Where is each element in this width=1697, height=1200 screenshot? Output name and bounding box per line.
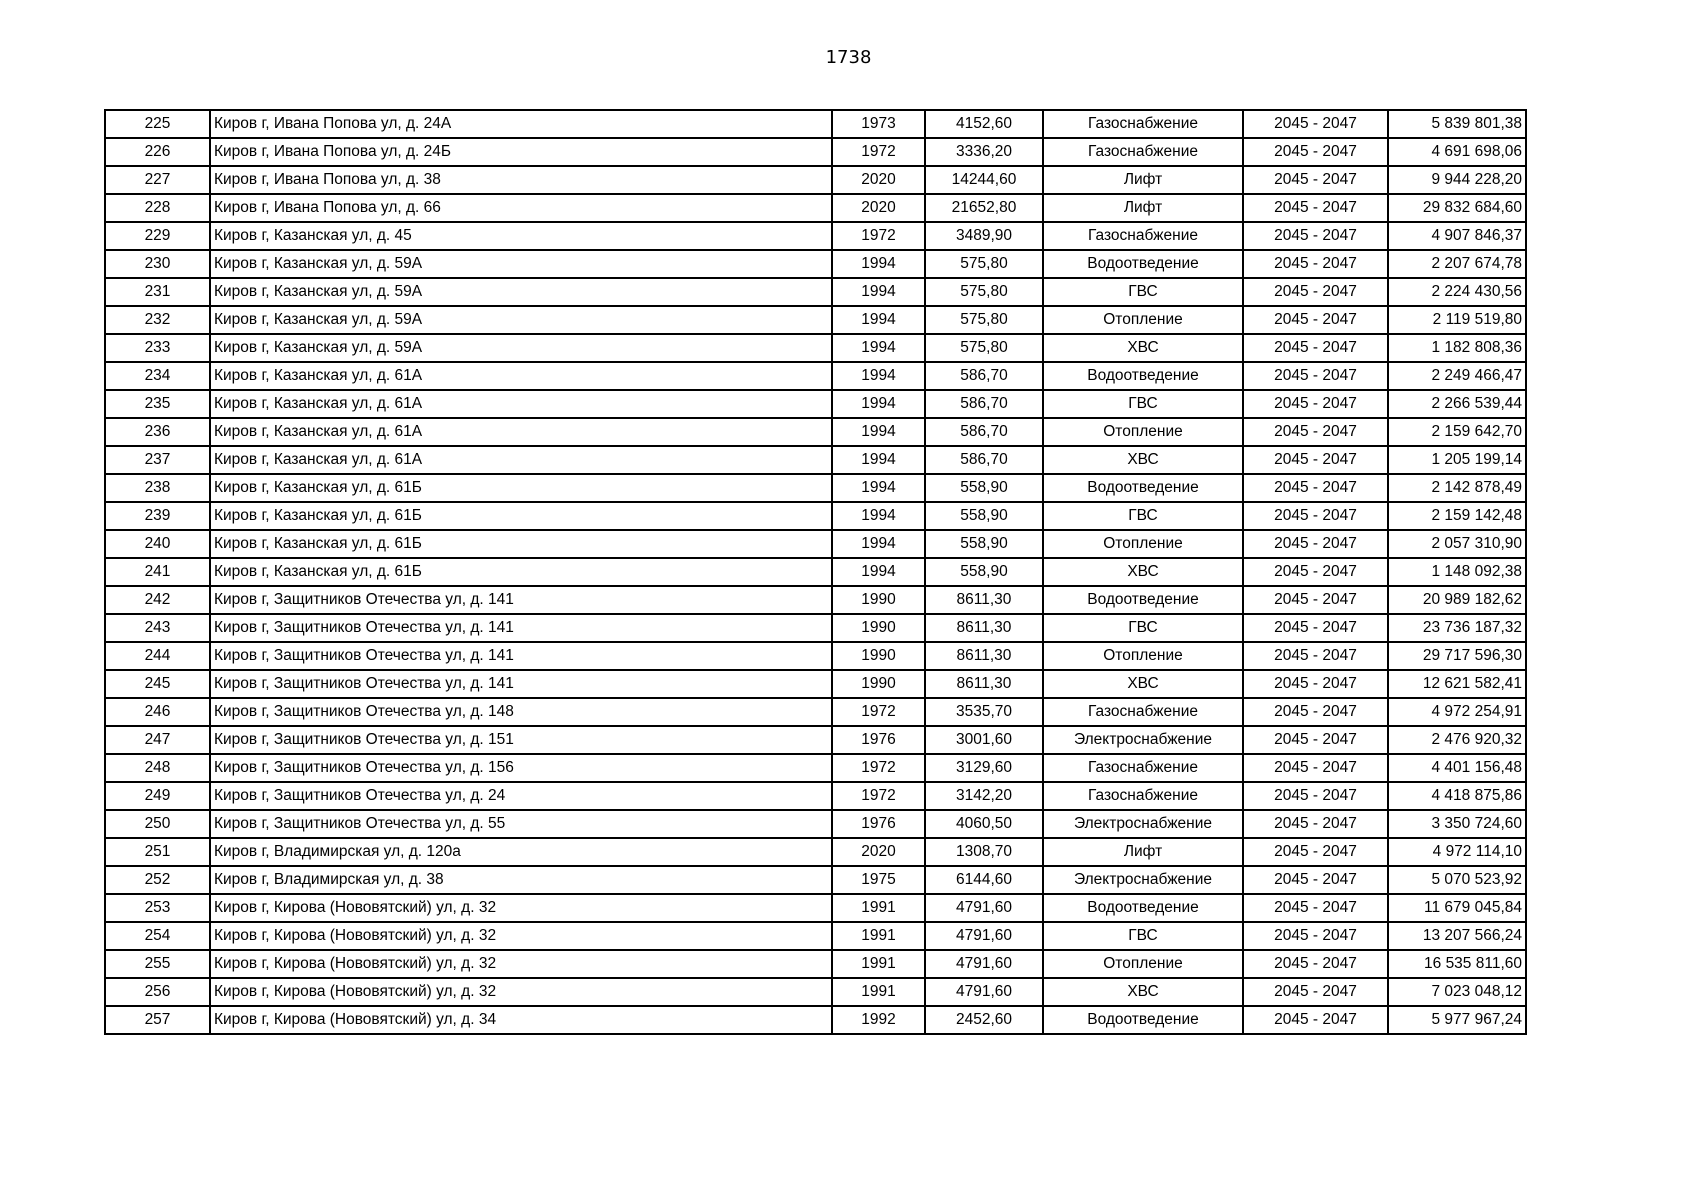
year-built-cell: 1972 xyxy=(832,138,925,166)
work-type-cell: Газоснабжение xyxy=(1043,782,1243,810)
cost-cell: 2 159 642,70 xyxy=(1388,418,1526,446)
table-row xyxy=(105,1006,1526,1034)
year-built-cell: 1991 xyxy=(832,922,925,950)
row-number: 243 xyxy=(105,614,210,642)
table-row xyxy=(105,530,1526,558)
work-type-cell: Водоотведение xyxy=(1043,250,1243,278)
work-type-cell: Электроснабжение xyxy=(1043,726,1243,754)
area-cell: 586,70 xyxy=(925,390,1043,418)
period-cell: 2045 - 2047 xyxy=(1243,418,1388,446)
table-row xyxy=(105,978,1526,1006)
year-built-cell: 2020 xyxy=(832,194,925,222)
address-cell: Киров г, Казанская ул, д. 61А xyxy=(210,390,832,418)
cost-cell: 5 977 967,24 xyxy=(1388,1006,1526,1034)
cost-cell: 16 535 811,60 xyxy=(1388,950,1526,978)
row-number: 232 xyxy=(105,306,210,334)
cost-cell: 5 839 801,38 xyxy=(1388,110,1526,138)
cost-cell: 4 972 254,91 xyxy=(1388,698,1526,726)
period-cell: 2045 - 2047 xyxy=(1243,642,1388,670)
table-row xyxy=(105,446,1526,474)
row-number: 233 xyxy=(105,334,210,362)
table-row xyxy=(105,894,1526,922)
table-row xyxy=(105,866,1526,894)
cost-cell: 4 401 156,48 xyxy=(1388,754,1526,782)
address-cell: Киров г, Владимирская ул, д. 38 xyxy=(210,866,832,894)
row-number: 249 xyxy=(105,782,210,810)
table-row xyxy=(105,810,1526,838)
cost-cell: 1 182 808,36 xyxy=(1388,334,1526,362)
row-number: 236 xyxy=(105,418,210,446)
work-type-cell: ГВС xyxy=(1043,614,1243,642)
row-number: 247 xyxy=(105,726,210,754)
year-built-cell: 1991 xyxy=(832,950,925,978)
area-cell: 6144,60 xyxy=(925,866,1043,894)
work-type-cell: Водоотведение xyxy=(1043,1006,1243,1034)
table-row xyxy=(105,586,1526,614)
work-type-cell: ГВС xyxy=(1043,502,1243,530)
period-cell: 2045 - 2047 xyxy=(1243,586,1388,614)
area-cell: 8611,30 xyxy=(925,614,1043,642)
cost-cell: 2 142 878,49 xyxy=(1388,474,1526,502)
period-cell: 2045 - 2047 xyxy=(1243,110,1388,138)
cost-cell: 2 119 519,80 xyxy=(1388,306,1526,334)
table-row xyxy=(105,614,1526,642)
work-type-cell: ХВС xyxy=(1043,558,1243,586)
year-built-cell: 1972 xyxy=(832,782,925,810)
row-number: 242 xyxy=(105,586,210,614)
row-number: 250 xyxy=(105,810,210,838)
address-cell: Киров г, Казанская ул, д. 59А xyxy=(210,250,832,278)
page-number: 1738 xyxy=(825,47,872,68)
year-built-cell: 1994 xyxy=(832,250,925,278)
row-number: 239 xyxy=(105,502,210,530)
row-number: 245 xyxy=(105,670,210,698)
cost-cell: 7 023 048,12 xyxy=(1388,978,1526,1006)
period-cell: 2045 - 2047 xyxy=(1243,866,1388,894)
address-cell: Киров г, Ивана Попова ул, д. 24Б xyxy=(210,138,832,166)
year-built-cell: 1994 xyxy=(832,418,925,446)
area-cell: 8611,30 xyxy=(925,642,1043,670)
address-cell: Киров г, Защитников Отечества ул, д. 141 xyxy=(210,614,832,642)
work-type-cell: Электроснабжение xyxy=(1043,810,1243,838)
year-built-cell: 1990 xyxy=(832,670,925,698)
work-type-cell: Отопление xyxy=(1043,418,1243,446)
row-number: 257 xyxy=(105,1006,210,1034)
year-built-cell: 1990 xyxy=(832,614,925,642)
period-cell: 2045 - 2047 xyxy=(1243,474,1388,502)
year-built-cell: 1994 xyxy=(832,446,925,474)
work-type-cell: ХВС xyxy=(1043,446,1243,474)
work-type-cell: Газоснабжение xyxy=(1043,698,1243,726)
work-type-cell: Газоснабжение xyxy=(1043,138,1243,166)
row-number: 248 xyxy=(105,754,210,782)
address-cell: Киров г, Защитников Отечества ул, д. 55 xyxy=(210,810,832,838)
cost-cell: 20 989 182,62 xyxy=(1388,586,1526,614)
address-cell: Киров г, Казанская ул, д. 45 xyxy=(210,222,832,250)
area-cell: 14244,60 xyxy=(925,166,1043,194)
address-cell: Киров г, Казанская ул, д. 61А xyxy=(210,446,832,474)
period-cell: 2045 - 2047 xyxy=(1243,194,1388,222)
cost-cell: 11 679 045,84 xyxy=(1388,894,1526,922)
year-built-cell: 1972 xyxy=(832,754,925,782)
table-row xyxy=(105,194,1526,222)
address-cell: Киров г, Казанская ул, д. 61А xyxy=(210,418,832,446)
period-cell: 2045 - 2047 xyxy=(1243,222,1388,250)
cost-cell: 13 207 566,24 xyxy=(1388,922,1526,950)
address-cell: Киров г, Защитников Отечества ул, д. 156 xyxy=(210,754,832,782)
row-number: 254 xyxy=(105,922,210,950)
year-built-cell: 1994 xyxy=(832,474,925,502)
period-cell: 2045 - 2047 xyxy=(1243,306,1388,334)
period-cell: 2045 - 2047 xyxy=(1243,978,1388,1006)
area-cell: 8611,30 xyxy=(925,670,1043,698)
year-built-cell: 1994 xyxy=(832,502,925,530)
area-cell: 21652,80 xyxy=(925,194,1043,222)
area-cell: 586,70 xyxy=(925,418,1043,446)
year-built-cell: 1972 xyxy=(832,222,925,250)
area-cell: 586,70 xyxy=(925,446,1043,474)
address-cell: Киров г, Ивана Попова ул, д. 38 xyxy=(210,166,832,194)
period-cell: 2045 - 2047 xyxy=(1243,558,1388,586)
year-built-cell: 1991 xyxy=(832,894,925,922)
period-cell: 2045 - 2047 xyxy=(1243,278,1388,306)
work-type-cell: Газоснабжение xyxy=(1043,222,1243,250)
row-number: 230 xyxy=(105,250,210,278)
row-number: 241 xyxy=(105,558,210,586)
work-type-cell: Водоотведение xyxy=(1043,894,1243,922)
cost-cell: 3 350 724,60 xyxy=(1388,810,1526,838)
table-row xyxy=(105,278,1526,306)
address-cell: Киров г, Казанская ул, д. 59А xyxy=(210,278,832,306)
table-row xyxy=(105,110,1526,138)
period-cell: 2045 - 2047 xyxy=(1243,1006,1388,1034)
table-row xyxy=(105,838,1526,866)
cost-cell: 9 944 228,20 xyxy=(1388,166,1526,194)
address-cell: Киров г, Кирова (Нововятский) ул, д. 34 xyxy=(210,1006,832,1034)
period-cell: 2045 - 2047 xyxy=(1243,446,1388,474)
year-built-cell: 1991 xyxy=(832,978,925,1006)
cost-cell: 4 691 698,06 xyxy=(1388,138,1526,166)
period-cell: 2045 - 2047 xyxy=(1243,502,1388,530)
address-cell: Киров г, Защитников Отечества ул, д. 141 xyxy=(210,586,832,614)
table-row xyxy=(105,726,1526,754)
address-cell: Киров г, Кирова (Нововятский) ул, д. 32 xyxy=(210,978,832,1006)
row-number: 234 xyxy=(105,362,210,390)
area-cell: 3535,70 xyxy=(925,698,1043,726)
period-cell: 2045 - 2047 xyxy=(1243,782,1388,810)
work-type-cell: Отопление xyxy=(1043,950,1243,978)
row-number: 227 xyxy=(105,166,210,194)
year-built-cell: 1973 xyxy=(832,110,925,138)
year-built-cell: 1976 xyxy=(832,726,925,754)
row-number: 229 xyxy=(105,222,210,250)
table-row xyxy=(105,670,1526,698)
address-cell: Киров г, Защитников Отечества ул, д. 141 xyxy=(210,670,832,698)
table-row xyxy=(105,222,1526,250)
area-cell: 4791,60 xyxy=(925,978,1043,1006)
address-cell: Киров г, Казанская ул, д. 61Б xyxy=(210,558,832,586)
area-cell: 3489,90 xyxy=(925,222,1043,250)
work-type-cell: ХВС xyxy=(1043,978,1243,1006)
area-cell: 558,90 xyxy=(925,502,1043,530)
period-cell: 2045 - 2047 xyxy=(1243,810,1388,838)
address-cell: Киров г, Казанская ул, д. 59А xyxy=(210,306,832,334)
period-cell: 2045 - 2047 xyxy=(1243,698,1388,726)
address-cell: Киров г, Казанская ул, д. 61Б xyxy=(210,530,832,558)
table-row xyxy=(105,334,1526,362)
year-built-cell: 1994 xyxy=(832,530,925,558)
cost-cell: 2 266 539,44 xyxy=(1388,390,1526,418)
work-type-cell: ХВС xyxy=(1043,334,1243,362)
address-cell: Киров г, Защитников Отечества ул, д. 151 xyxy=(210,726,832,754)
address-cell: Киров г, Ивана Попова ул, д. 66 xyxy=(210,194,832,222)
address-cell: Киров г, Кирова (Нововятский) ул, д. 32 xyxy=(210,950,832,978)
area-cell: 3129,60 xyxy=(925,754,1043,782)
row-number: 252 xyxy=(105,866,210,894)
table-row xyxy=(105,362,1526,390)
row-number: 253 xyxy=(105,894,210,922)
address-cell: Киров г, Защитников Отечества ул, д. 24 xyxy=(210,782,832,810)
area-cell: 586,70 xyxy=(925,362,1043,390)
table-row xyxy=(105,922,1526,950)
work-type-cell: Лифт xyxy=(1043,166,1243,194)
address-cell: Киров г, Казанская ул, д. 61Б xyxy=(210,474,832,502)
table-row xyxy=(105,698,1526,726)
year-built-cell: 1976 xyxy=(832,810,925,838)
period-cell: 2045 - 2047 xyxy=(1243,334,1388,362)
year-built-cell: 1990 xyxy=(832,642,925,670)
work-type-cell: Лифт xyxy=(1043,838,1243,866)
table-row xyxy=(105,502,1526,530)
work-type-cell: Отопление xyxy=(1043,530,1243,558)
table-row xyxy=(105,474,1526,502)
cost-cell: 1 148 092,38 xyxy=(1388,558,1526,586)
work-type-cell: Отопление xyxy=(1043,306,1243,334)
address-cell: Киров г, Защитников Отечества ул, д. 141 xyxy=(210,642,832,670)
year-built-cell: 1994 xyxy=(832,362,925,390)
period-cell: 2045 - 2047 xyxy=(1243,390,1388,418)
cost-cell: 2 476 920,32 xyxy=(1388,726,1526,754)
area-cell: 4060,50 xyxy=(925,810,1043,838)
row-number: 251 xyxy=(105,838,210,866)
period-cell: 2045 - 2047 xyxy=(1243,614,1388,642)
address-cell: Киров г, Кирова (Нововятский) ул, д. 32 xyxy=(210,894,832,922)
table-row xyxy=(105,754,1526,782)
row-number: 255 xyxy=(105,950,210,978)
cost-cell: 29 832 684,60 xyxy=(1388,194,1526,222)
row-number: 235 xyxy=(105,390,210,418)
year-built-cell: 1972 xyxy=(832,698,925,726)
area-cell: 558,90 xyxy=(925,558,1043,586)
cost-cell: 1 205 199,14 xyxy=(1388,446,1526,474)
work-type-cell: ГВС xyxy=(1043,278,1243,306)
cost-cell: 4 907 846,37 xyxy=(1388,222,1526,250)
area-cell: 575,80 xyxy=(925,278,1043,306)
address-cell: Киров г, Владимирская ул, д. 120а xyxy=(210,838,832,866)
area-cell: 1308,70 xyxy=(925,838,1043,866)
table-row xyxy=(105,642,1526,670)
year-built-cell: 1994 xyxy=(832,390,925,418)
year-built-cell: 1994 xyxy=(832,306,925,334)
address-cell: Киров г, Кирова (Нововятский) ул, д. 32 xyxy=(210,922,832,950)
area-cell: 4791,60 xyxy=(925,922,1043,950)
cost-cell: 23 736 187,32 xyxy=(1388,614,1526,642)
cost-cell: 29 717 596,30 xyxy=(1388,642,1526,670)
work-type-cell: Водоотведение xyxy=(1043,474,1243,502)
year-built-cell: 1990 xyxy=(832,586,925,614)
period-cell: 2045 - 2047 xyxy=(1243,754,1388,782)
address-cell: Киров г, Казанская ул, д. 61А xyxy=(210,362,832,390)
period-cell: 2045 - 2047 xyxy=(1243,922,1388,950)
row-number: 237 xyxy=(105,446,210,474)
row-number: 238 xyxy=(105,474,210,502)
row-number: 231 xyxy=(105,278,210,306)
period-cell: 2045 - 2047 xyxy=(1243,950,1388,978)
work-type-cell: ХВС xyxy=(1043,670,1243,698)
table-row xyxy=(105,250,1526,278)
period-cell: 2045 - 2047 xyxy=(1243,166,1388,194)
repair-schedule-table xyxy=(104,109,1527,1035)
work-type-cell: Газоснабжение xyxy=(1043,110,1243,138)
cost-cell: 2 224 430,56 xyxy=(1388,278,1526,306)
table-row xyxy=(105,138,1526,166)
table-body xyxy=(105,110,1526,1034)
work-type-cell: Водоотведение xyxy=(1043,586,1243,614)
period-cell: 2045 - 2047 xyxy=(1243,530,1388,558)
area-cell: 3336,20 xyxy=(925,138,1043,166)
address-cell: Киров г, Казанская ул, д. 59А xyxy=(210,334,832,362)
work-type-cell: Лифт xyxy=(1043,194,1243,222)
cost-cell: 2 057 310,90 xyxy=(1388,530,1526,558)
table-row xyxy=(105,558,1526,586)
row-number: 225 xyxy=(105,110,210,138)
period-cell: 2045 - 2047 xyxy=(1243,838,1388,866)
table-row xyxy=(105,306,1526,334)
row-number: 240 xyxy=(105,530,210,558)
cost-cell: 2 159 142,48 xyxy=(1388,502,1526,530)
year-built-cell: 2020 xyxy=(832,166,925,194)
row-number: 226 xyxy=(105,138,210,166)
period-cell: 2045 - 2047 xyxy=(1243,894,1388,922)
cost-cell: 5 070 523,92 xyxy=(1388,866,1526,894)
period-cell: 2045 - 2047 xyxy=(1243,726,1388,754)
area-cell: 558,90 xyxy=(925,530,1043,558)
table-row xyxy=(105,950,1526,978)
area-cell: 8611,30 xyxy=(925,586,1043,614)
period-cell: 2045 - 2047 xyxy=(1243,250,1388,278)
year-built-cell: 1992 xyxy=(832,1006,925,1034)
area-cell: 575,80 xyxy=(925,250,1043,278)
table-row xyxy=(105,390,1526,418)
year-built-cell: 2020 xyxy=(832,838,925,866)
row-number: 256 xyxy=(105,978,210,1006)
period-cell: 2045 - 2047 xyxy=(1243,138,1388,166)
year-built-cell: 1975 xyxy=(832,866,925,894)
work-type-cell: Отопление xyxy=(1043,642,1243,670)
period-cell: 2045 - 2047 xyxy=(1243,362,1388,390)
address-cell: Киров г, Ивана Попова ул, д. 24А xyxy=(210,110,832,138)
work-type-cell: Газоснабжение xyxy=(1043,754,1243,782)
work-type-cell: Электроснабжение xyxy=(1043,866,1243,894)
cost-cell: 4 418 875,86 xyxy=(1388,782,1526,810)
cost-cell: 2 207 674,78 xyxy=(1388,250,1526,278)
cost-cell: 4 972 114,10 xyxy=(1388,838,1526,866)
area-cell: 558,90 xyxy=(925,474,1043,502)
work-type-cell: Водоотведение xyxy=(1043,362,1243,390)
work-type-cell: ГВС xyxy=(1043,390,1243,418)
area-cell: 4791,60 xyxy=(925,894,1043,922)
area-cell: 575,80 xyxy=(925,306,1043,334)
cost-cell: 2 249 466,47 xyxy=(1388,362,1526,390)
area-cell: 4152,60 xyxy=(925,110,1043,138)
area-cell: 2452,60 xyxy=(925,1006,1043,1034)
table-row xyxy=(105,782,1526,810)
address-cell: Киров г, Защитников Отечества ул, д. 148 xyxy=(210,698,832,726)
work-type-cell: ГВС xyxy=(1043,922,1243,950)
address-cell: Киров г, Казанская ул, д. 61Б xyxy=(210,502,832,530)
area-cell: 575,80 xyxy=(925,334,1043,362)
cost-cell: 12 621 582,41 xyxy=(1388,670,1526,698)
year-built-cell: 1994 xyxy=(832,558,925,586)
year-built-cell: 1994 xyxy=(832,334,925,362)
year-built-cell: 1994 xyxy=(832,278,925,306)
table-row xyxy=(105,418,1526,446)
area-cell: 3001,60 xyxy=(925,726,1043,754)
table-row xyxy=(105,166,1526,194)
period-cell: 2045 - 2047 xyxy=(1243,670,1388,698)
row-number: 246 xyxy=(105,698,210,726)
row-number: 228 xyxy=(105,194,210,222)
row-number: 244 xyxy=(105,642,210,670)
area-cell: 3142,20 xyxy=(925,782,1043,810)
area-cell: 4791,60 xyxy=(925,950,1043,978)
